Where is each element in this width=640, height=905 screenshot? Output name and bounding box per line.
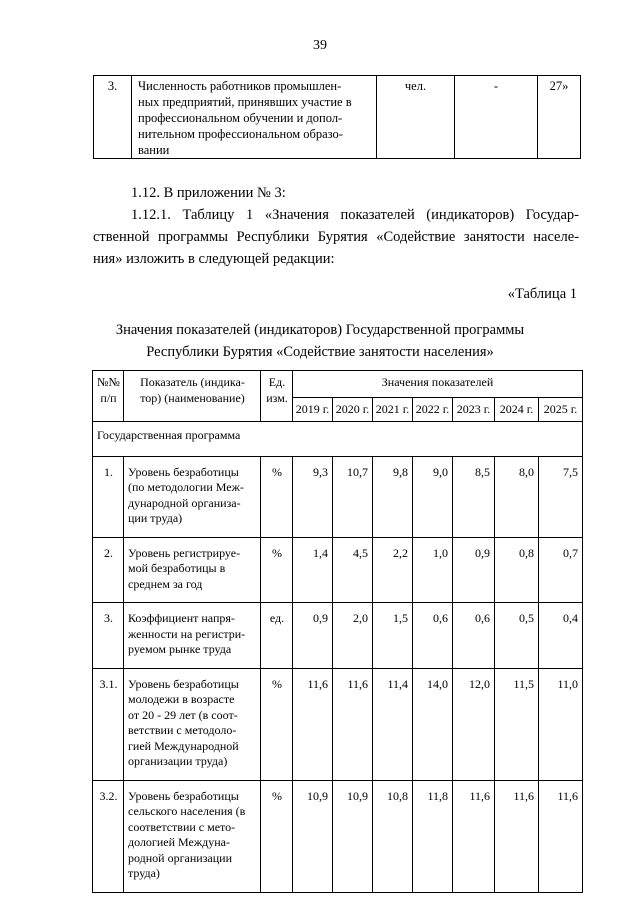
name-line: от 20 - 29 лет (в соот- [128,707,238,722]
table-row [93,537,583,603]
header-number [93,371,124,422]
header-unit-line: Ед. [268,375,286,389]
name-line: Коэффициент напря- [128,611,235,625]
name-line: Численность работников промышлен- [138,79,342,93]
name-line: мой безработицы в [128,561,226,575]
indicators-table [92,370,583,893]
paragraph-1: 1.12. В приложении № 3: [131,185,286,201]
name-line: молодежи в возрасте [128,692,235,706]
year-header: 2023 г. [453,397,495,422]
table-label: «Таблица 1 [507,286,577,302]
value-cell: 0,9 [293,603,333,669]
value-cell: 27» [538,76,581,159]
name-line: руемом рынке труда [128,642,232,656]
indicator-name [132,76,377,159]
paragraph-2-line-3: ния» изложить в следующей редакции: [93,251,335,267]
name-line: родной организации [128,850,233,865]
indicator-name [124,668,261,780]
header-unit-line: изм. [266,390,288,405]
indicator-name [124,603,261,669]
value-cell: 9,0 [413,456,453,537]
value-cell: 4,5 [333,537,373,603]
value-cell: 9,8 [373,456,413,537]
value-cell: 0,6 [453,603,495,669]
value-cell: 1,0 [413,537,453,603]
value-cell: - [455,76,538,159]
unit-cell: % [261,537,293,603]
name-line: среднем за год [128,576,203,591]
value-cell: 0,8 [495,537,539,603]
table-row [93,603,583,669]
name-line: гией Международной [128,738,239,753]
paragraph-2-line-1: 1.12.1. Таблицу 1 «Значения показателей (индикаторов) Государ- [131,207,579,223]
value-cell: 1,4 [293,537,333,603]
table-row [93,668,583,780]
value-cell: 7,5 [539,456,583,537]
name-line: вании [138,143,170,157]
indicator-name [124,456,261,537]
value-cell: 10,7 [333,456,373,537]
header-indicator-line: тор) (наименование) [140,390,245,405]
section-row [93,422,583,457]
row-index: 3.2. [93,780,124,892]
value-cell: 10,9 [293,780,333,892]
header-number-line: п/п [100,390,117,405]
value-cell: 0,7 [539,537,583,603]
value-cell: 0,5 [495,603,539,669]
section-title: Государственная программа [93,422,583,457]
value-cell: 11,6 [495,780,539,892]
header-row [93,371,583,398]
table-row [93,456,583,537]
table-caption-line-1: Значения показателей (индикаторов) Государственной программы [115,322,525,338]
page-number: 39 [313,38,327,53]
value-cell: 11,0 [539,668,583,780]
value-cell: 11,4 [373,668,413,780]
name-line: труда) [128,866,160,880]
row-index: 3. [93,603,124,669]
value-cell: 11,6 [333,668,373,780]
name-line: ветствии с методоло- [128,723,237,737]
name-line: дологией Междуна- [128,835,231,849]
indicator-name [124,537,261,603]
value-cell: 12,0 [453,668,495,780]
header-indicator-line: Показатель (индика- [140,375,245,389]
value-cell: 10,9 [333,780,373,892]
value-cell: 11,5 [495,668,539,780]
row-index: 3.1. [93,668,124,780]
name-line: нительном профессиональном образо- [138,127,343,141]
value-cell: 0,6 [413,603,453,669]
value-cell: 10,8 [373,780,413,892]
unit-cell: % [261,668,293,780]
paragraph-2-line-2: ственной программы Республики Бурятия «Содействие занятости населе- [93,229,579,245]
value-cell: 2,0 [333,603,373,669]
value-cell: 11,8 [413,780,453,892]
name-line: Уровень безработицы [128,788,239,803]
row-index: 2. [93,537,124,603]
row-index: 3. [94,76,132,159]
value-cell: 2,2 [373,537,413,603]
header-indicator [124,371,261,422]
unit-cell: чел. [377,76,455,159]
name-line: Уровень безработицы [128,464,239,479]
name-line: Уровень регистрируе- [128,545,241,560]
table-row [94,76,581,159]
value-cell: 11,6 [539,780,583,892]
year-header: 2021 г. [373,397,413,422]
name-line: Уровень безработицы [128,676,239,691]
name-line: организации труда) [128,754,228,768]
header-unit [261,371,293,422]
name-line: ных предприятий, принявших участие в [138,95,352,109]
row-index: 1. [93,456,124,537]
name-line: (по методологии Меж- [128,480,244,494]
unit-cell: ед. [261,603,293,669]
value-cell: 9,3 [293,456,333,537]
value-cell: 8,5 [453,456,495,537]
header-number-line: №№ [97,375,120,389]
value-cell: 11,6 [453,780,495,892]
value-cell: 14,0 [413,668,453,780]
indicator-name [124,780,261,892]
year-header: 2022 г. [413,397,453,422]
value-cell: 1,5 [373,603,413,669]
previous-table [93,75,581,159]
name-line: дународной организа- [128,495,241,510]
name-line: соответствии с мето- [128,819,236,834]
name-line: ции труда) [128,511,183,525]
name-line: сельского населения (в [128,804,246,818]
year-header: 2019 г. [293,397,333,422]
year-header: 2024 г. [495,397,539,422]
year-header: 2025 г. [539,397,583,422]
header-values-title: Значения показателей [293,371,583,398]
unit-cell: % [261,780,293,892]
value-cell: 8,0 [495,456,539,537]
unit-cell: % [261,456,293,537]
name-line: женности на регистри- [128,626,246,641]
table-caption-line-2: Республики Бурятия «Содействие занятости населения» [146,344,494,360]
table-row [93,780,583,892]
name-line: профессиональном обучении и допол- [138,111,343,125]
year-header: 2020 г. [333,397,373,422]
value-cell: 11,6 [293,668,333,780]
value-cell: 0,4 [539,603,583,669]
value-cell: 0,9 [453,537,495,603]
